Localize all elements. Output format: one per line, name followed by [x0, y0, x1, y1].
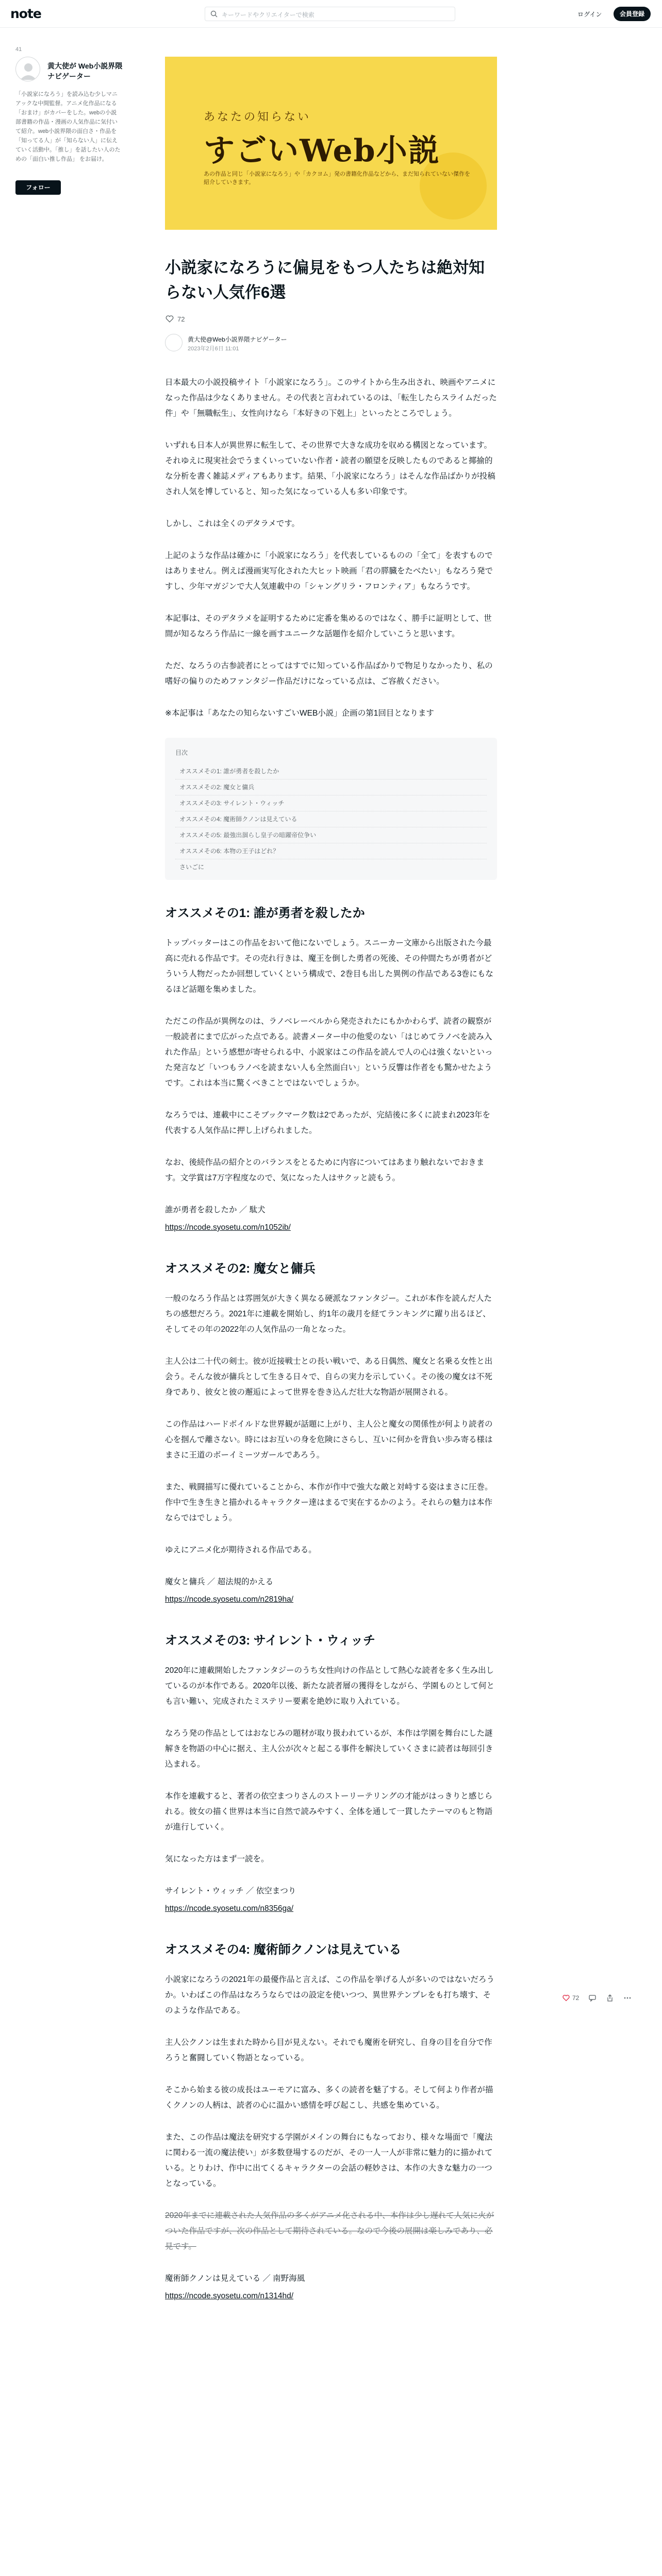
author-row: [165, 332, 497, 354]
search-input[interactable]: [205, 7, 455, 21]
login-link[interactable]: ログイン: [577, 11, 602, 18]
work-title: 誰が勇者を殺したか ／ 駄犬: [165, 1206, 266, 1214]
paragraph: 小説家になろうの2021年の最優作品と言えば、この作品を挙げる人が多いのではないだろうか。いわばこの作品はなろうならではの設定を使いつつ、異世界テンプレをも打ち壊す、そのような作品である。: [165, 1975, 494, 2015]
work-info: [165, 1884, 497, 1917]
paragraph: 2020年に連載開始したファンタジーのうち女性向けの作品として熱心な読者を多く生み出しているのが本作である。2020年以後、新たな読者層の獲得をしながら、学園ものとして何とも言い難い、完成されたミステリー要素を絶妙に取り入れている。: [165, 1666, 494, 1706]
paragraph: ただ、なろうの古参読者にとってはすでに知っている作品ばかりで物足りなかったり、私の嗜好の偏りのためファンタジー作品だけになっている点は、ご容赦ください。: [165, 662, 493, 686]
section-heading: オススメその4: 魔術師クノンは見えている: [165, 1943, 402, 1957]
paragraph: トップバッターはこの作品をおいて他にないでしょう。スニーカー文庫から出版された今最高に売れる作品です。その売れ行きは、魔王を倒した勇者の死後、その仲間たちが勇者がどういう人物だったか回想していくという構成で、2巻目も出した異例の作品である3巻にもなるほど話題を集めました。: [165, 939, 493, 994]
article-title: 小説家になろうに偏見をもつ人たちは絶対知らない人気作6選: [165, 259, 485, 301]
table-of-contents: [165, 738, 497, 880]
creator-name[interactable]: 黄大使が Web小説界隈ナビゲーター: [47, 62, 123, 80]
comment-icon[interactable]: [588, 1994, 597, 2002]
work-link[interactable]: https://ncode.syosetu.com/n1052ib/: [165, 1223, 291, 1232]
work-title: 魔術師クノンは見えている ／ 南野海風: [165, 2274, 305, 2283]
work-title: サイレント・ウィッチ ／ 依空まつり: [165, 1887, 296, 1895]
work-link[interactable]: https://ncode.syosetu.com/n1314hd/: [165, 2292, 294, 2300]
paragraph: なお、後続作品の紹介とのバランスをとるために内容についてはあまり触れないでおきます。文学賞は7万字程度なので、気になった人はサクッと読もう。: [165, 1158, 485, 1182]
paragraph: 主人公は二十代の剣士。彼が近接戦士との長い戦いで、ある日偶然、魔女と名乗る女性と出会う。そんな彼が傭兵として生きる日々で、自らの実力を示していく。その後の魔女は不死身であり、彼女と彼の邂逅によって世界を巻き込んだ壮大な物語が展開される。: [165, 1357, 493, 1397]
section-heading: オススメその3: サイレント・ウィッチ: [165, 1634, 376, 1648]
paragraph: 2020年までに連載された人気作品の多くがアニメ化される中、本作は少し遅れて人気に火がついた作品ですが、次の作品として期待されている。なので今後の展開は楽しみであり、必見です。: [165, 2211, 494, 2251]
paragraph: 主人公クノンは生まれた時から目が見えない。それでも魔術を研究し、自身の目を自分で作ろうと奮闘していく物語となっている。: [165, 2038, 492, 2062]
article-banner: [165, 57, 497, 230]
paragraph: 本作を連載すると、著者の依空まつりさんのストーリーテリングの才能がはっきりと感じられる。彼女の描く世界は本当に自然で読みやすく、全体を通して一貫したテーマのもと物語が進行していく。: [165, 1792, 493, 1832]
work-link[interactable]: https://ncode.syosetu.com/n8356ga/: [165, 1904, 294, 1913]
note-logo[interactable]: note: [10, 6, 41, 21]
paragraph: ※本記事は「あなたの知らないすごいWEB小説」企画の第1回目となります: [165, 709, 434, 718]
paragraph: なろう発の作品としてはおなじみの題材が取り扱われているが、本作は学園を舞台にした謎解きを物語の中心に据え、主人公が次々と起こる事件を解決していくさまに読者は毎回引き込まれる。: [165, 1729, 493, 1769]
float-like[interactable]: [562, 1994, 579, 2002]
site-header: [0, 0, 662, 28]
work-info: [165, 1202, 497, 1235]
paragraph: また、戦闘描写に優れていることから、本作が作中で強大な敵と対峙する姿はまさに圧巻。作中で生き生きと描かれるキャラクター達はまるで実在するかのよう。それらの魅力は本作ならではでしょう。: [165, 1483, 493, 1522]
paragraph: ただこの作品が異例なのは、ラノベレーベルから発売されたにもかかわらず、読者の観察が一般読者にまで広がった点である。読書メーター中の他愛のない「はじめてラノベを読み入れた作品」という感想が寄せられる中、小説家はこの作品を読んで人の心は強くないといった発言など「いつもラノベを読まない人も全然面白い」という反響は作者をも驚かせたようです。これは本当に驚くべきことではないでしょうか。: [165, 1017, 493, 1088]
paragraph: いずれも日本人が異世界に転生して、その世界で大きな成功を収める構図となっています。それゆえに現実社会でうまくいっていない作者・読者の願望を反映したものであると揶揄的な分析を書く雑誌メディアもあります。結果、「小説家になろう」はそんな作品ばかりが投稿され人気を博していると、知った気になっている人も多い印象です。: [165, 441, 495, 496]
heart-icon[interactable]: [165, 314, 174, 324]
paragraph: なろうでは、連載中にこそブックマーク数は2であったが、完結後に多くに読まれ2023年を代表する人気作品に押し上げられました。: [165, 1111, 490, 1135]
article-body: [165, 375, 497, 2304]
toc-item[interactable]: オススメその1: 誰が勇者を殺したか: [175, 764, 487, 779]
toc-item[interactable]: オススメその4: 魔術師クノンは見えている: [175, 811, 487, 827]
avatar[interactable]: [15, 57, 40, 81]
paragraph: 一般のなろう作品とは雰囲気が大きく異なる硬派なファンタジー。これが本作を読んだ人たちの感想だろう。2021年に連載を開始し、約1年の歳月を経てランキングに躍り出るほど、そしてその年の2022年の人気作品の一角となった。: [165, 1294, 492, 1334]
work-info: [165, 1574, 497, 1607]
paragraph: 日本最大の小説投稿サイト「小説家になろう」。このサイトから生み出され、映画やアニメになった作品は少なくありません。その代表と言われているのは、「転生したらスライムだった件」や「無職転生」、女性向けなら「本好きの下剋上」といったところでしょう。: [165, 378, 497, 418]
paragraph: また、この作品は魔法を研究する学園がメインの舞台にもなっており、様々な場面で「魔法に関わる一流の魔法使い」が多数登場するのだが、その一人一人が非常に魅力的に描かれている。とりわけ、作中に出てくるキャラクターの会話の軽妙さは、本作の大きな魅力の一つとなっている。: [165, 2133, 493, 2188]
article: [165, 256, 497, 2329]
floating-actions: [562, 1994, 632, 2002]
paragraph: 上記のような作品は確かに「小説家になろう」を代表しているものの「全て」を表すものではありません。例えば漫画実写化された大ヒット映画「君の膵臓をたべたい」もなろう発ですし、少年マガジンで大人気連載中の「シャングリラ・フロンティア」もなろうです。: [165, 551, 493, 591]
work-title: 魔女と傭兵 ／ 超法規的かえる: [165, 1578, 274, 1586]
author-name[interactable]: 黄大使@Web小説界隈ナビゲーター: [188, 336, 287, 343]
work-info: [165, 2271, 497, 2304]
toc-heading[interactable]: 目次: [175, 749, 188, 756]
author-avatar[interactable]: [165, 334, 183, 351]
paragraph: ゆえにアニメ化が期待される作品である。: [165, 1546, 317, 1554]
section-heading: オススメその2: 魔女と傭兵: [165, 1262, 316, 1276]
banner-subtitle: あなたの知らない: [204, 111, 311, 124]
search-icon: [210, 10, 218, 18]
search-placeholder: キーワードやクリエイターで検索: [222, 11, 315, 19]
signup-button[interactable]: 会員登録: [614, 7, 651, 21]
paragraph: 本記事は、そのデタラメを証明するために定番を集めるのではなく、勝手に証明として、世間が知るなろう作品に一線を画すユニークな話題作を紹介していこうと思います。: [165, 614, 492, 638]
toc-item[interactable]: オススメその6: 本物の王子はどれ？: [175, 843, 487, 859]
paragraph: しかし、これは全くのデタラメです。: [165, 519, 300, 528]
sidebar-count: 41: [15, 46, 22, 53]
work-link[interactable]: https://ncode.syosetu.com/n2819ha/: [165, 1595, 294, 1604]
heart-icon[interactable]: [562, 1994, 570, 2002]
float-like-count: 72: [572, 1994, 580, 2002]
toc-item[interactable]: オススメその2: 魔女と傭兵: [175, 779, 487, 795]
like-row: [165, 312, 497, 326]
publish-date: 2023年2月6日 11:01: [188, 346, 239, 352]
creator-description: 「小説家になろう」を読み込む少しマニアックな中間監督。アニメ化作品になる「おまけ」がカバーをした。webの小説部書籍の作品・漫画の人気作品に気付いて紹介。web小説界隈の面白さ・作品を「知ってる人」が「知らない人」に伝えていく活動中。「推し」を話したい人のための「面白い推し作品」 をお届け。: [15, 91, 121, 162]
paragraph: この作品はハードボイルドな世界観が話題に上がり、主人公と魔女の関係性が何より読者の心を掴んで離さない。時にはお互いの身を危険にさらし、互いに何かを背負い歩み寄る様はまさに王道のボーイミーツガールであろう。: [165, 1420, 493, 1460]
toc-item[interactable]: オススメその5: 最強出涸らし皇子の暗躍帝位争い: [175, 827, 487, 843]
share-icon[interactable]: [606, 1994, 614, 2002]
section-heading: オススメその1: 誰が勇者を殺したか: [165, 906, 365, 920]
avatar-icon: [16, 57, 40, 81]
banner-title: すごいWeb小説: [204, 133, 440, 169]
follow-button[interactable]: フォロー: [15, 180, 61, 195]
like-count: 72: [177, 315, 185, 323]
toc-item[interactable]: オススメその3: サイレント・ウィッチ: [175, 795, 487, 811]
banner-caption: あの作品と同じ「小説家になろう」や「カクヨム」発の書籍化作品などから、まだ知られていない傑作を紹介していきます。: [204, 171, 470, 185]
paragraph: そこから始まる彼の成長はユーモアに富み、多くの読者を魅了する。そして何より作者が描くクノンの人柄は、読者の心に温かい感情を呼び起こし、共感を集めている。: [165, 2086, 493, 2110]
paragraph: 気になった方はまず一読を。: [165, 1855, 269, 1863]
more-icon[interactable]: [623, 1994, 632, 2002]
toc-item[interactable]: さいごに: [179, 863, 205, 871]
